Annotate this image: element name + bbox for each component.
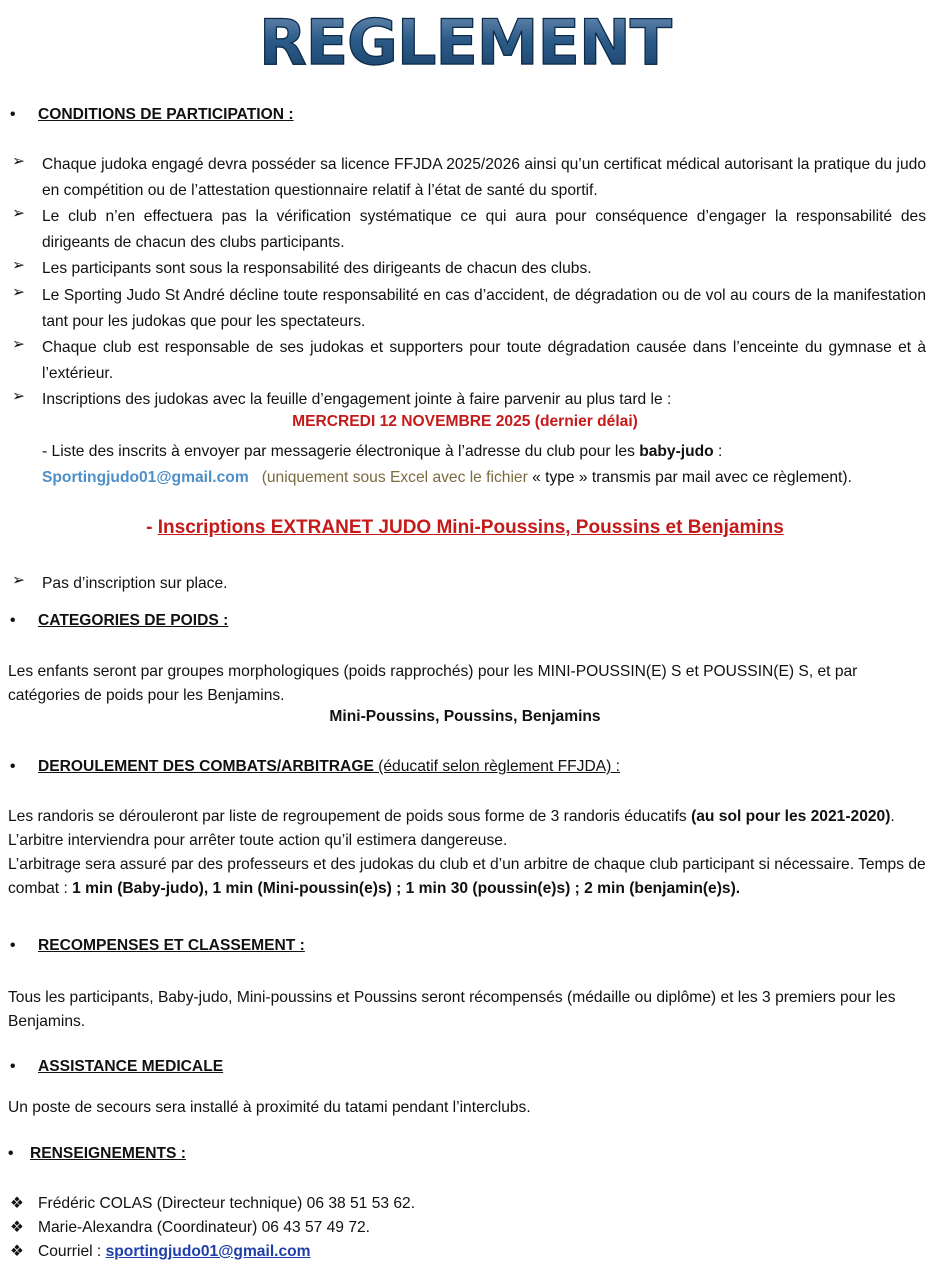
list-item: ➢ Les participants sont sous la responsabilité des dirigeants de chacun des clubs. bbox=[12, 257, 592, 277]
bullet-icon: • bbox=[10, 758, 16, 775]
poids-text: Les enfants seront par groupes morphologiques (poids rapprochés) pour les MINI-POUSSIN(E) S et POUSSIN(E) S, et par catégories de poids pour les Benjamins. bbox=[8, 663, 858, 704]
contact-item: ❖ Marie-Alexandra (Coordinateur) 06 43 57 49 72. bbox=[10, 1216, 370, 1240]
bullet-icon: • bbox=[10, 937, 16, 954]
list-item: ➢ Le Sporting Judo St André décline toute responsabilité en cas d’accident, de dégradation ou de vol au cours de la manifestation tant pour les judokas que pour les spectateurs. bbox=[12, 284, 926, 330]
bullet-icon: • bbox=[10, 612, 16, 629]
list-item: ➢ Inscriptions des judokas avec la feuille d’engagement jointe à faire parvenir au plus tard le : bbox=[12, 388, 672, 408]
extranet-link-line: - Inscriptions EXTRANET JUDO Mini-Poussins, Poussins et Benjamins bbox=[146, 517, 784, 538]
page-title: REGLEMENT bbox=[0, 8, 930, 78]
arrow-icon: ➢ bbox=[12, 257, 26, 274]
section-deroulement: • DEROULEMENT DES COMBATS/ARBITRAGE (éducatif selon règlement FFJDA) : bbox=[10, 758, 620, 775]
bullet-icon: • bbox=[10, 1058, 16, 1075]
section-renseignements: • RENSEIGNEMENTS : bbox=[8, 1145, 186, 1162]
section-conditions: • CONDITIONS DE PARTICIPATION : bbox=[10, 106, 294, 123]
randoris-text: Les randoris se dérouleront par liste de regroupement de poids sous forme de 3 randoris éducatifs (au sol pour les 2021-2020). L’arbitre interviendra pour arrêter toute action qu’il estimera dangereuse. bbox=[8, 808, 895, 849]
bullet-icon: • bbox=[10, 106, 16, 123]
contact-item: ❖ Courriel : sportingjudo01@gmail.com bbox=[10, 1240, 311, 1264]
diamond-icon: ❖ bbox=[10, 1243, 24, 1260]
poids-categories: Mini-Poussins, Poussins, Benjamins bbox=[329, 708, 601, 725]
courriel-link[interactable]: sportingjudo01@gmail.com bbox=[105, 1243, 311, 1260]
arrow-icon: ➢ bbox=[12, 388, 26, 405]
contact-item: ❖ Frédéric COLAS (Directeur technique) 06 38 51 53 62. bbox=[10, 1192, 415, 1216]
list-item: ➢ Chaque club est responsable de ses judokas et supporters pour toute dégradation causée dans l’enceinte du gymnase et à l’extérieur. bbox=[12, 336, 926, 382]
list-item: ➢ Chaque judoka engagé devra posséder sa licence FFJDA 2025/2026 ainsi qu’un certificat médical autorisant la pratique du judo en compétition ou de l’attestation questionnaire relatif à l’état de santé du sportif. bbox=[12, 153, 926, 199]
club-email[interactable]: Sportingjudo01@gmail.com bbox=[42, 469, 249, 486]
arrow-icon: ➢ bbox=[12, 572, 26, 589]
bullet-icon: • bbox=[8, 1145, 14, 1162]
list-item: ➢ Le club n’en effectuera pas la vérification systématique ce qui aura pour conséquence d’engager la responsabilité des dirigeants de chacun des clubs participants. bbox=[12, 205, 926, 251]
arrow-icon: ➢ bbox=[12, 284, 26, 301]
deadline: MERCREDI 12 NOVEMBRE 2025 (dernier délai) bbox=[292, 413, 638, 430]
list-item: ➢ Pas d’inscription sur place. bbox=[12, 572, 228, 592]
arrow-icon: ➢ bbox=[12, 153, 26, 170]
assistance-text: Un poste de secours sera installé à proximité du tatami pendant l’interclubs. bbox=[8, 1099, 531, 1116]
diamond-icon: ❖ bbox=[10, 1195, 24, 1212]
section-recompenses: • RECOMPENSES ET CLASSEMENT : bbox=[10, 937, 305, 954]
recompenses-text: Tous les participants, Baby-judo, Mini-poussins et Poussins seront récompensés (médaille ou diplôme) et les 3 premiers pour les Benjamins. bbox=[8, 989, 896, 1030]
arrow-icon: ➢ bbox=[12, 336, 26, 353]
section-assistance: • ASSISTANCE MEDICALE bbox=[10, 1058, 224, 1075]
extranet-link[interactable]: Inscriptions EXTRANET JUDO Mini-Poussins, Poussins et Benjamins bbox=[157, 517, 784, 538]
arbitrage-text: L’arbitrage sera assuré par des professeurs et des judokas du club et d’un arbitre de chaque club participant si nécessaire. Temps de combat : 1 min (Baby-judo), 1 min (Mini-poussin(e)s) ; 1 min 30 (poussin(e)s) ; 2 min (benjamin(e)s). bbox=[8, 856, 926, 897]
arrow-icon: ➢ bbox=[12, 205, 26, 222]
liste-inscrits: - Liste des inscrits à envoyer par messagerie électronique à l’adresse du club pour les baby-judo : Sportingjudo01@gmail.com (uniquement sous Excel avec le fichier « type » transmis par mail avec ce règlement). bbox=[42, 443, 852, 486]
section-poids: • CATEGORIES DE POIDS : bbox=[10, 612, 229, 629]
diamond-icon: ❖ bbox=[10, 1219, 24, 1236]
